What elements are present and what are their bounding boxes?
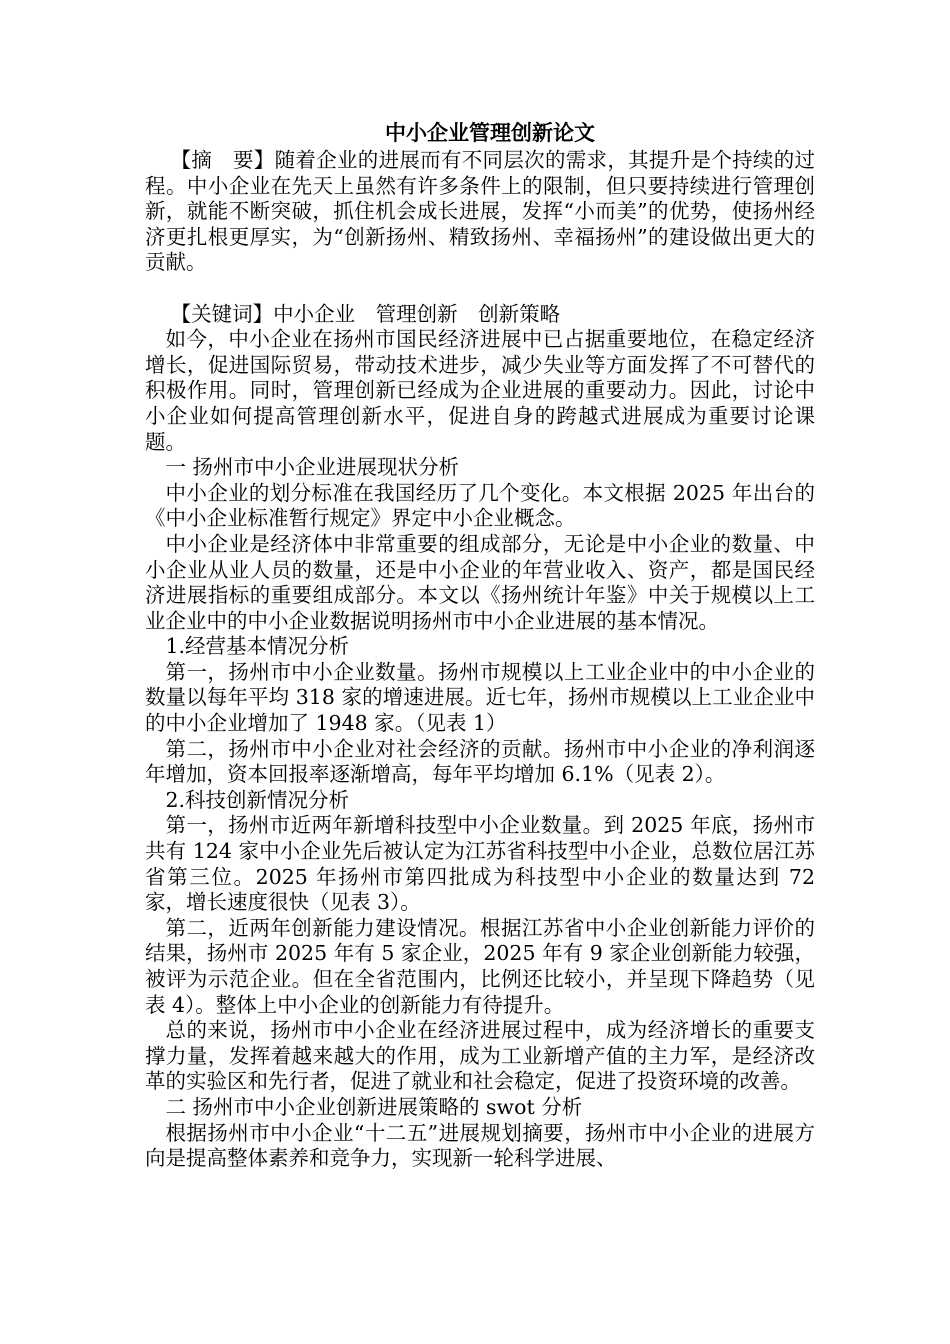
body-paragraph: 总的来说，扬州市中小企业在经济进展过程中，成为经济增长的重要支撑力量，发挥着越来越大的作用，成为工业新增产值的主力军，是经济改革的实验区和先行者，促进了就业和社会稳定，促进了投资环境的改善。 xyxy=(145,1018,815,1094)
section-heading-1: 一 扬州市中小企业进展现状分析 xyxy=(165,455,460,480)
body-paragraph: 第二，近两年创新能力建设情况。根据江苏省中小企业创新能力评价的结果，扬州市 2025 年有 5 家企业，2025 年有 9 家企业创新能力较强，被评为示范企业。但在全省范围内，比例还比较小，并呈现下降趋势（见表 4）。整体上中小企业的创新能力有待提升。 xyxy=(145,915,815,1017)
intro-paragraph: 如今，中小企业在扬州市国民经济进展中已占据重要地位，在稳定经济增长，促进国际贸易，带动技术进步，减少失业等方面发挥了不可替代的积极作用。同时，管理创新已经成为企业进展的重要动力。因此，讨论中小企业如何提高管理创新水平，促进自身的跨越式进展成为重要讨论课题。 xyxy=(145,327,815,454)
blank-line xyxy=(145,276,815,302)
body-paragraph: 中小企业的划分标准在我国经历了几个变化。本文根据 2025 年出台的《中小企业标准暂行规定》界定中小企业概念。 xyxy=(145,480,815,531)
document-page xyxy=(145,118,815,1172)
body-paragraph: 第一，扬州市近两年新增科技型中小企业数量。到 2025 年底，扬州市共有 124 家中小企业先后被认定为江苏省科技型中小企业，总数位居江苏省第三位。2025 年扬州市第四批成为科技型中小企业的数量达到 72 家，增长速度很快（见表 3）。 xyxy=(145,813,815,915)
keywords-line: 【关键词】中小企业 管理创新 创新策略 xyxy=(170,301,561,326)
section-heading-2: 二 扬州市中小企业创新进展策略的 swot 分析 xyxy=(165,1094,583,1119)
subsection-heading-1: 1.经营基本情况分析 xyxy=(165,634,350,659)
subsection-heading-2: 2.科技创新情况分析 xyxy=(165,787,350,812)
body-paragraph: 第一，扬州市中小企业数量。扬州市规模以上工业企业中的中小企业的数量以每年平均 318 家的增速进展。近七年，扬州市规模以上工业企业中的中小企业增加了 1948 家。（见表 1） xyxy=(145,659,815,736)
abstract-paragraph: 【摘 要】随着企业的进展而有不同层次的需求，其提升是个持续的过程。中小企业在先天上虽然有许多条件上的限制，但只要持续进行管理创新，就能不断突破，抓住机会成长进展，发挥“小而美”的优势，使扬州经济更扎根更厚实，为“创新扬州、精致扬州、幸福扬州”的建设做出更大的贡献。 xyxy=(145,148,815,275)
body-paragraph: 第二，扬州市中小企业对社会经济的贡献。扬州市中小企业的净利润逐年增加，资本回报率逐渐增高，每年平均增加 6.1%（见表 2）。 xyxy=(145,736,815,787)
body-paragraph: 根据扬州市中小企业“十二五”进展规划摘要，扬州市中小企业的进展方向是提高整体素养和竞争力，实现新一轮科学进展、 xyxy=(145,1120,815,1171)
body-paragraph: 中小企业是经济体中非常重要的组成部分，无论是中小企业的数量、中小企业从业人员的数量，还是中小企业的年营业收入、资产，都是国民经济进展指标的重要组成部分。本文以《扬州统计年鉴》中关于规模以上工业企业中的中小企业数据说明扬州市中小企业进展的基本情况。 xyxy=(145,531,815,633)
document-title: 中小企业管理创新论文 xyxy=(385,120,595,145)
